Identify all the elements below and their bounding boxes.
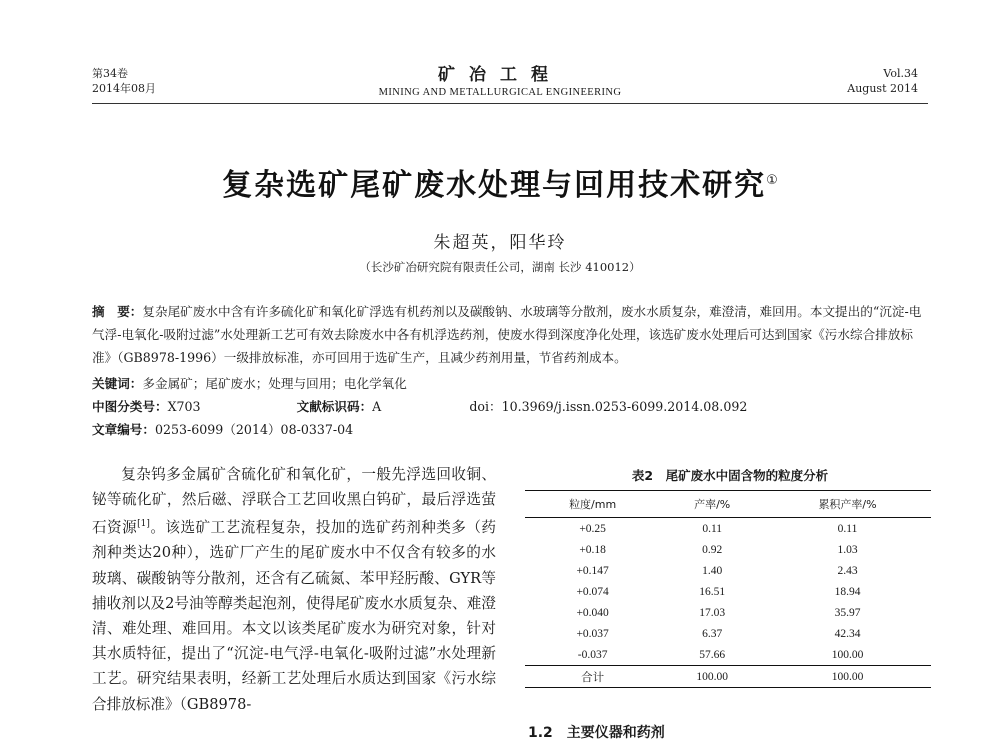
table-cell: +0.25 bbox=[579, 522, 606, 535]
body-paragraph bbox=[92, 462, 496, 717]
table-cell: 16.51 bbox=[699, 585, 726, 598]
table-cell: 18.94 bbox=[834, 585, 861, 598]
table-header-cell: 累积产率/% bbox=[818, 498, 877, 511]
table-row bbox=[525, 644, 931, 666]
keywords-text: 多金属矿；尾矿废水；处理与回用；电化学氧化 bbox=[142, 376, 407, 391]
table-cell: 1.40 bbox=[702, 564, 723, 577]
table-row bbox=[525, 560, 931, 581]
header-volume-en-number: Vol.34 bbox=[883, 67, 918, 80]
table-cell: 100.00 bbox=[660, 666, 764, 688]
table-cell: 0.11 bbox=[702, 522, 723, 535]
header-volume-en bbox=[847, 66, 918, 96]
table-row bbox=[525, 602, 931, 623]
table-cell: 合计 bbox=[525, 666, 660, 688]
data-table bbox=[525, 490, 931, 688]
table-header-row bbox=[525, 491, 931, 518]
table-cell: 2.43 bbox=[837, 564, 858, 577]
table-cell: 100.00 bbox=[831, 648, 864, 661]
header-date-en: August 2014 bbox=[847, 82, 918, 95]
table-cell: 0.92 bbox=[702, 543, 723, 556]
table-cell: 57.66 bbox=[699, 648, 726, 661]
body-paragraph-part2: 。该选矿工艺流程复杂，投加的选矿药剂种类多（药剂种类达20种），选矿厂产生的尾矿废水中不仅含有较多的水玻璃、碳酸钠等分散剂，还含有乙硫氮、苯甲羟肟酸、GYR等捕收剂以及2号油等醇类起泡剂，使得尾矿废水水质复杂、难澄清、难处理、难回用。本文以该类尾矿废水为研究对象，针对其水质特征，提出了“沉淀-电气浮-电氧化-吸附过滤”水处理新工艺。研究结果表明，经新工艺处理后水质达到国家《污水综合排放标准》（GB8978- bbox=[92, 519, 496, 713]
header-rule bbox=[92, 103, 928, 104]
table-cell: +0.040 bbox=[576, 606, 609, 619]
article-title bbox=[0, 160, 1000, 204]
table-caption: 表2 尾矿废水中固含物的粒度分析 bbox=[631, 468, 829, 483]
table-row bbox=[525, 518, 931, 540]
table-header-cell: 粒度/mm bbox=[569, 498, 617, 511]
clc-label: 中图分类号： bbox=[92, 399, 168, 414]
table-cell: 100.00 bbox=[764, 666, 931, 688]
table-cell: +0.18 bbox=[579, 543, 606, 556]
table-cell: +0.037 bbox=[576, 627, 609, 640]
header-date-cn: 2014年08月 bbox=[92, 82, 156, 95]
article-affiliation: （长沙矿冶研究院有限责任公司，湖南 长沙 410012） bbox=[359, 260, 641, 274]
table-cell: 42.34 bbox=[834, 627, 861, 640]
article-number-line bbox=[92, 419, 928, 441]
table-cell: 17.03 bbox=[699, 606, 726, 619]
section-heading: 1.2 主要仪器和药剂 bbox=[528, 725, 665, 741]
table-cell: 35.97 bbox=[834, 606, 861, 619]
table-header-cell: 产率/% bbox=[694, 498, 731, 511]
journal-title-cn: 矿冶工程 bbox=[438, 65, 562, 85]
title-footnote-mark: ① bbox=[766, 173, 778, 188]
doc-code-label: 文献标识码： bbox=[296, 399, 373, 414]
doi: doi：10.3969/j.issn.0253-6099.2014.08.092 bbox=[469, 399, 748, 414]
body-paragraph-part1: 复杂钨多金属矿含硫化矿和氧化矿，一般先浮选回收铜、铋等硫化矿，然后磁、浮联合工艺回收黑白钨矿，最后浮选萤石资源 bbox=[92, 466, 496, 537]
citation-ref: [1] bbox=[137, 519, 150, 530]
table-row bbox=[525, 623, 931, 644]
body-text-left-column bbox=[92, 462, 496, 717]
article-authors: 朱超英，阳华玲 bbox=[433, 233, 567, 253]
article-number-label: 文章编号： bbox=[92, 422, 155, 437]
keywords bbox=[92, 372, 928, 395]
particle-size-table bbox=[525, 490, 931, 688]
table-cell: 0.11 bbox=[837, 522, 858, 535]
article-title-text: 复杂选矿尾矿废水处理与回用技术研究 bbox=[222, 168, 767, 203]
table-cell: -0.037 bbox=[577, 648, 608, 661]
table-cell: +0.147 bbox=[576, 564, 609, 577]
doc-code-value: A bbox=[372, 399, 382, 414]
abstract-label: 摘 要： bbox=[92, 304, 143, 319]
classification-line bbox=[92, 396, 928, 418]
table-row bbox=[525, 581, 931, 602]
journal-title-en: MINING AND METALLURGICAL ENGINEERING bbox=[378, 87, 622, 98]
header-volume-number: 第34卷 bbox=[92, 67, 128, 80]
abstract bbox=[92, 300, 928, 369]
article-number-value: 0253-6099（2014）08-0337-04 bbox=[154, 422, 354, 437]
keywords-label: 关键词： bbox=[92, 376, 143, 391]
table-row bbox=[525, 539, 931, 560]
table-total-row bbox=[525, 666, 931, 688]
clc-value: X703 bbox=[167, 399, 201, 414]
table-cell: 1.03 bbox=[837, 543, 858, 556]
table-cell: 6.37 bbox=[702, 627, 723, 640]
abstract-text: 复杂尾矿废水中含有许多硫化矿和氧化矿浮选有机药剂以及碳酸钠、水玻璃等分散剂，废水水质复杂，难澄清，难回用。本文提出的“沉淀-电气浮-电氧化-吸附过滤”水处理新工艺可有效去除废水中各有机浮选药剂，使废水得到深度净化处理，该选矿废水处理后可达到国家《污水综合排放标准》（GB8978-1996）一级排放标准，亦可回用于选矿生产，且减少药剂用量，节省药剂成本。 bbox=[92, 304, 922, 365]
table-cell: +0.074 bbox=[576, 585, 609, 598]
